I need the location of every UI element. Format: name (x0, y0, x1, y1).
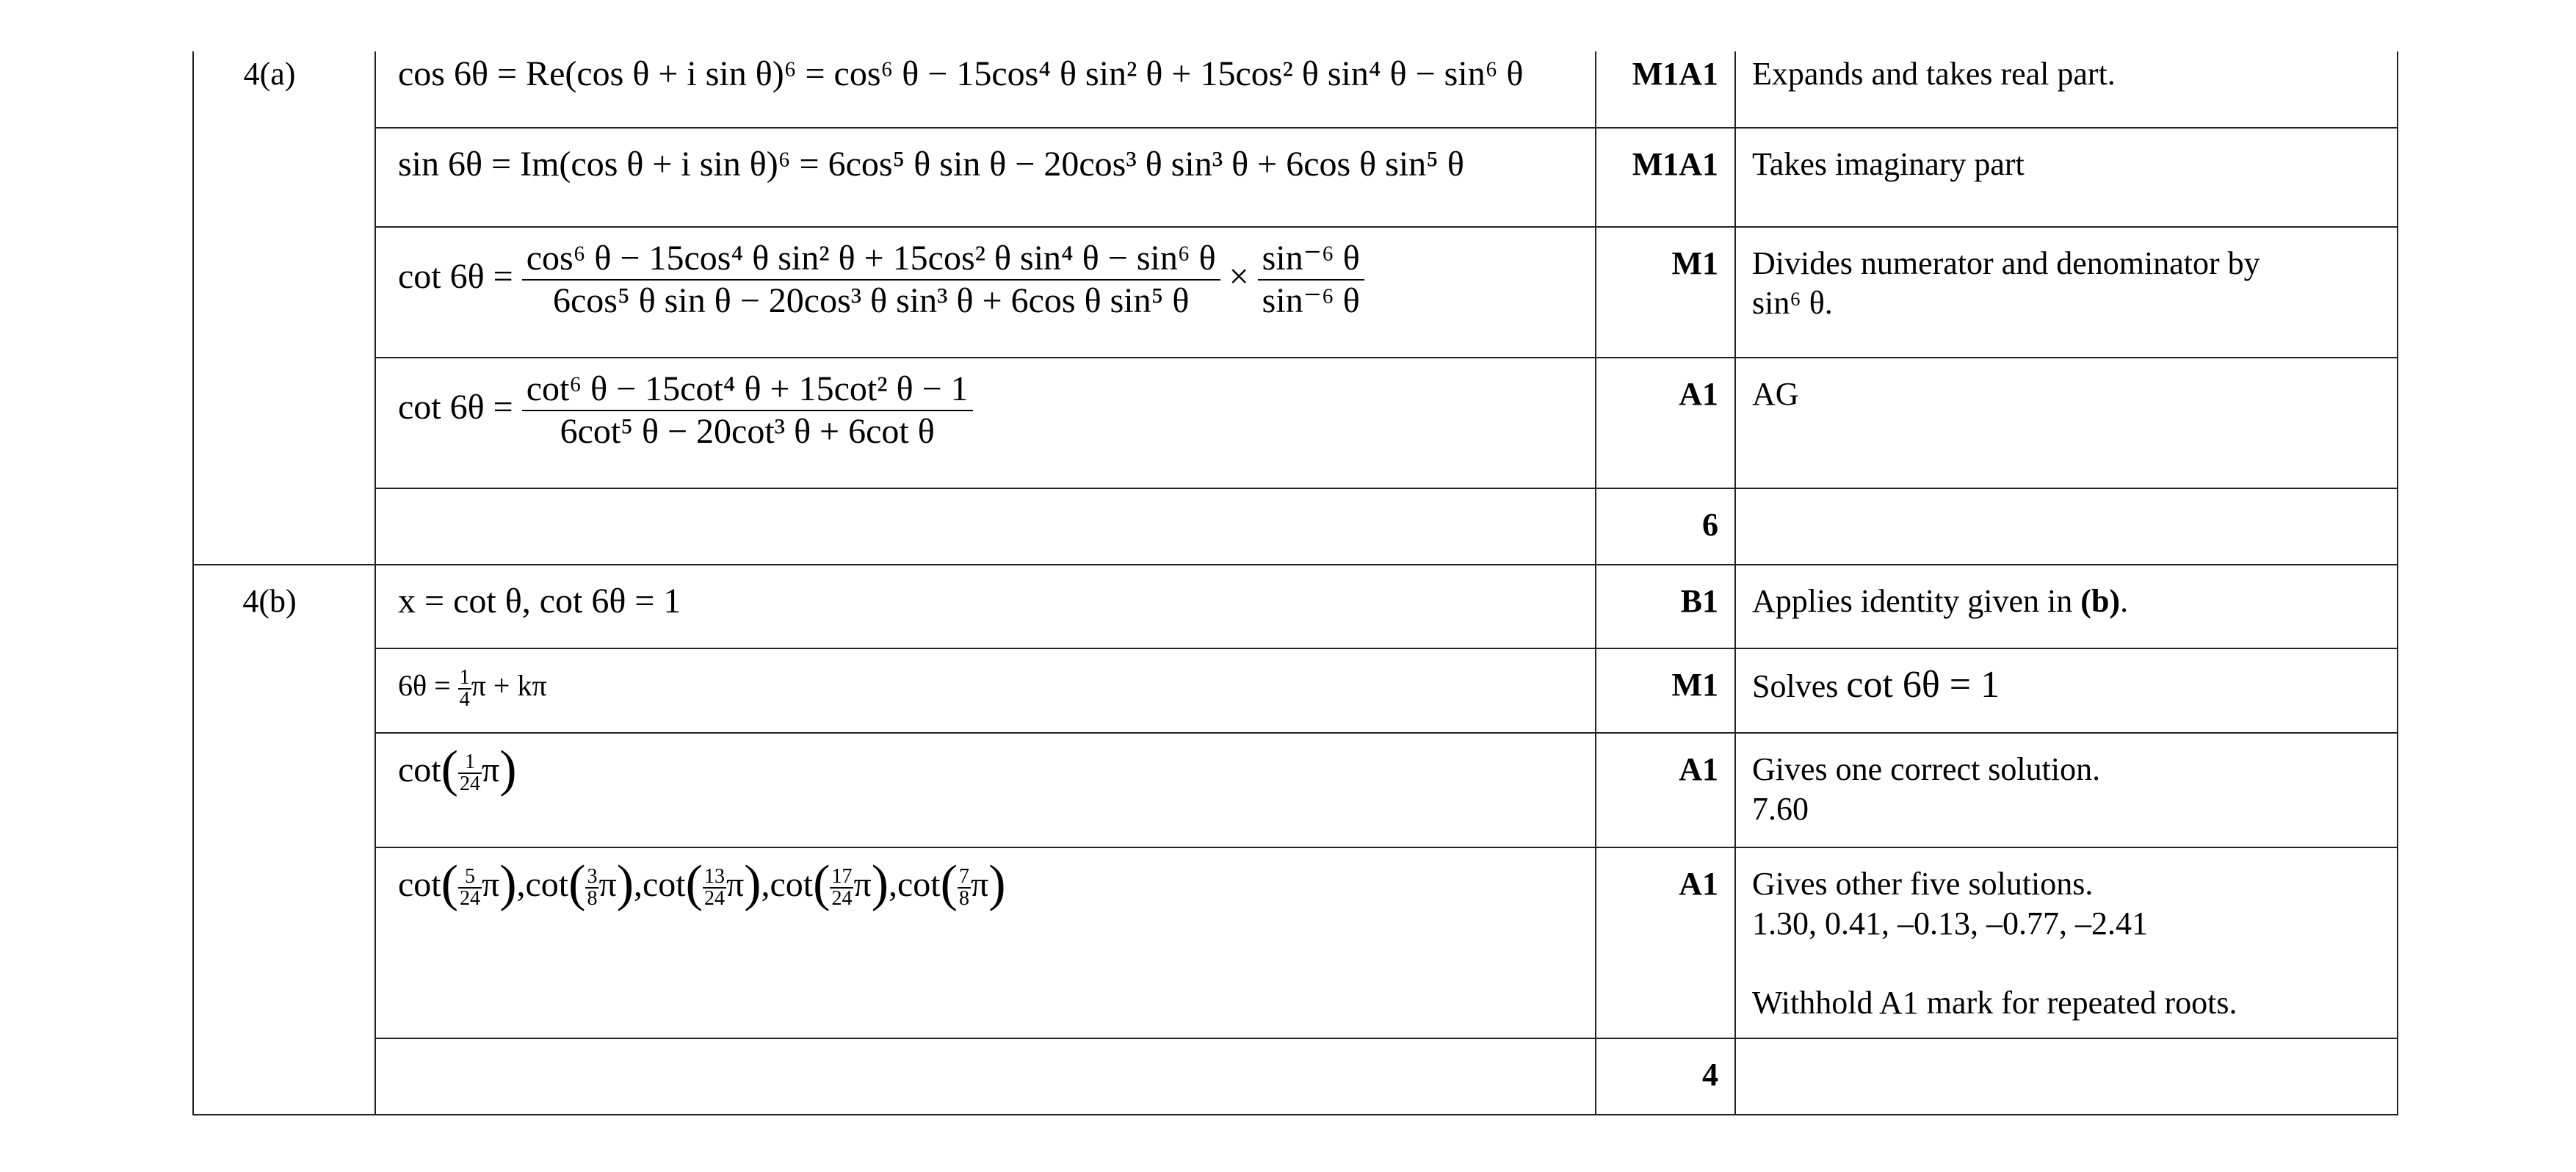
numerator: sin⁻⁶ θ (1258, 238, 1364, 281)
comment-cell (1735, 733, 2398, 847)
comment-line: Withhold A1 mark for repeated roots. (1752, 985, 2237, 1021)
fraction (1258, 238, 1364, 322)
working-cell (375, 733, 1596, 847)
working-expression (398, 239, 1364, 320)
comment-line: Divides numerator and denominator by (1752, 245, 2260, 281)
expr-part: π (481, 750, 500, 789)
comment-cell (1735, 565, 2398, 648)
comment-bold: (b) (2080, 583, 2121, 619)
comment-cell (1735, 358, 2398, 488)
table-row (193, 227, 2398, 358)
comment-cell (1735, 1038, 2398, 1115)
lhs: cot 6θ = (398, 257, 513, 297)
mark-cell (1596, 733, 1735, 847)
mark-cell (1596, 648, 1735, 733)
spacer (1752, 944, 2397, 983)
table-row (193, 1038, 2398, 1115)
fraction (522, 238, 1220, 322)
working-expression: cot( $\frac{1}{24}$ π) (398, 741, 517, 797)
working-cell (375, 648, 1596, 733)
working-cell (375, 565, 1596, 648)
numerator: 1 (458, 752, 482, 774)
comment-cell (1735, 847, 2398, 1038)
working-expression: sin 6θ = Im(cos θ + i sin θ)⁶ = 6cos⁵ θ sin θ − 20cos³ θ sin³ θ + 6cos θ sin⁵ θ (398, 145, 1464, 184)
comment-line: 7.60 (1752, 791, 1809, 827)
times-sign: × (1229, 257, 1249, 297)
question-number: 4(a) (243, 56, 296, 92)
mark-label: M1A1 (1632, 146, 1718, 182)
table-row (193, 847, 2398, 1038)
working-cell (375, 358, 1596, 488)
cot-function: cot (897, 865, 941, 904)
denominator: 24 (459, 886, 480, 910)
working-expression (398, 369, 973, 451)
table-row (193, 51, 2398, 128)
denominator: 8 (958, 886, 969, 910)
total-mark: 6 (1702, 507, 1718, 543)
mark-label: A1 (1679, 376, 1718, 412)
working-cell (375, 128, 1596, 227)
mark-cell (1596, 51, 1735, 128)
question-number-cell (193, 565, 375, 1115)
mark-label: A1 (1679, 866, 1718, 902)
comment-cell (1735, 227, 2398, 358)
mark-cell (1596, 128, 1735, 227)
working-cell (375, 227, 1596, 358)
working-cell (375, 1038, 1596, 1115)
mark-label: M1A1 (1632, 56, 1718, 92)
mark-cell (1596, 847, 1735, 1038)
question-number-cell (193, 51, 375, 565)
fraction (458, 864, 482, 910)
denominator: 4 (459, 687, 470, 711)
lhs: cot 6θ = (398, 388, 513, 427)
numerator: cot⁶ θ − 15cot⁴ θ + 15cot² θ − 1 (522, 369, 973, 411)
mark-scheme-table (192, 51, 2398, 1115)
pi-symbol: π (598, 865, 617, 904)
cot-function: cot (770, 865, 814, 904)
expr-part: π + kπ (471, 669, 547, 702)
working-expression (398, 665, 547, 711)
denominator: 24 (459, 772, 480, 795)
numerator: 13 (703, 864, 725, 888)
working-expression: x = cot θ, cot 6θ = 1 (398, 582, 681, 621)
expr-part: cot (398, 750, 441, 789)
numerator: 1 (459, 665, 470, 689)
question-number: 4(b) (242, 583, 297, 619)
comment-line: AG (1752, 376, 1799, 412)
comment-text: . (2120, 583, 2129, 619)
working-expression: cot( $\frac{5}{24}$ π),cot( $\frac{3}{8}$ π),cot( $\frac{13}{24}$ π),cot( $\frac{17}{24}$ π),cot( $\frac{7}{8}$ π) (398, 856, 1006, 912)
numerator: 7 (958, 864, 969, 888)
total-mark: 4 (1702, 1057, 1718, 1093)
table-row (193, 733, 2398, 847)
comment-line: Gives one correct solution. (1752, 751, 2101, 787)
fraction (703, 864, 726, 910)
total-mark-cell (1596, 1038, 1735, 1115)
denominator: sin⁻⁶ θ (1262, 281, 1360, 320)
denominator: 24 (831, 886, 853, 910)
table-row (193, 128, 2398, 227)
cot-function: cot (643, 865, 686, 904)
table-row (193, 648, 2398, 733)
working-cell (375, 847, 1596, 1038)
numerator: 5 (458, 867, 482, 889)
cot-function: cot (525, 865, 569, 904)
mark-cell (1596, 565, 1735, 648)
comment-line: 1.30, 0.41, –0.13, –0.77, –2.41 (1752, 905, 2148, 941)
comment-line: Gives other five solutions. (1752, 866, 2094, 902)
table-row (193, 565, 2398, 648)
table-row (193, 488, 2398, 565)
denominator: 24 (703, 886, 725, 910)
comment-text: Solves (1752, 668, 1847, 704)
fraction (585, 864, 598, 910)
fraction (458, 752, 482, 795)
working-expression: cos 6θ = Re(cos θ + i sin θ)⁶ = cos⁶ θ − 15cos⁴ θ sin² θ + 15cos² θ sin⁴ θ − sin⁶ θ (398, 54, 1524, 93)
comment-cell (1735, 128, 2398, 227)
comment-line: sin⁶ θ. (1752, 285, 1833, 321)
pi-symbol: π (481, 865, 500, 904)
mark-cell (1596, 358, 1735, 488)
table-row (193, 358, 2398, 488)
pi-symbol: π (726, 865, 745, 904)
fraction (458, 665, 471, 711)
mark-label: B1 (1680, 583, 1718, 619)
mark-label: A1 (1679, 751, 1718, 787)
numerator: 17 (831, 864, 853, 888)
denominator: 6cot⁵ θ − 20cot³ θ + 6cot θ (560, 412, 935, 451)
comment-line: Expands and takes real part. (1752, 56, 2116, 92)
pi-symbol: π (853, 865, 872, 904)
pi-symbol: π (970, 865, 989, 904)
denominator: 6cos⁵ θ sin θ − 20cos³ θ sin³ θ + 6cos θ sin⁵ θ (552, 281, 1190, 320)
cot-function: cot (398, 865, 441, 904)
comment-text: Applies identity given in (1752, 583, 2081, 619)
comment-cell (1735, 648, 2398, 733)
fraction (830, 864, 853, 910)
denominator: 8 (587, 886, 598, 910)
mark-label: M1 (1671, 245, 1718, 281)
comment-math: cot 6θ = 1 (1846, 664, 2000, 706)
expr-part: 6θ = (398, 669, 458, 702)
fraction (522, 369, 973, 452)
mark-label: M1 (1671, 667, 1718, 703)
mark-cell (1596, 227, 1735, 358)
total-mark-cell (1596, 488, 1735, 565)
numerator: cos⁶ θ − 15cos⁴ θ sin² θ + 15cos² θ sin⁴ θ − sin⁶ θ (522, 238, 1220, 281)
comment-line: Takes imaginary part (1752, 146, 2025, 182)
fraction (958, 864, 971, 910)
comment-cell (1735, 51, 2398, 128)
working-cell (375, 488, 1596, 565)
working-cell (375, 51, 1596, 128)
numerator: 3 (587, 864, 598, 888)
comment-cell (1735, 488, 2398, 565)
